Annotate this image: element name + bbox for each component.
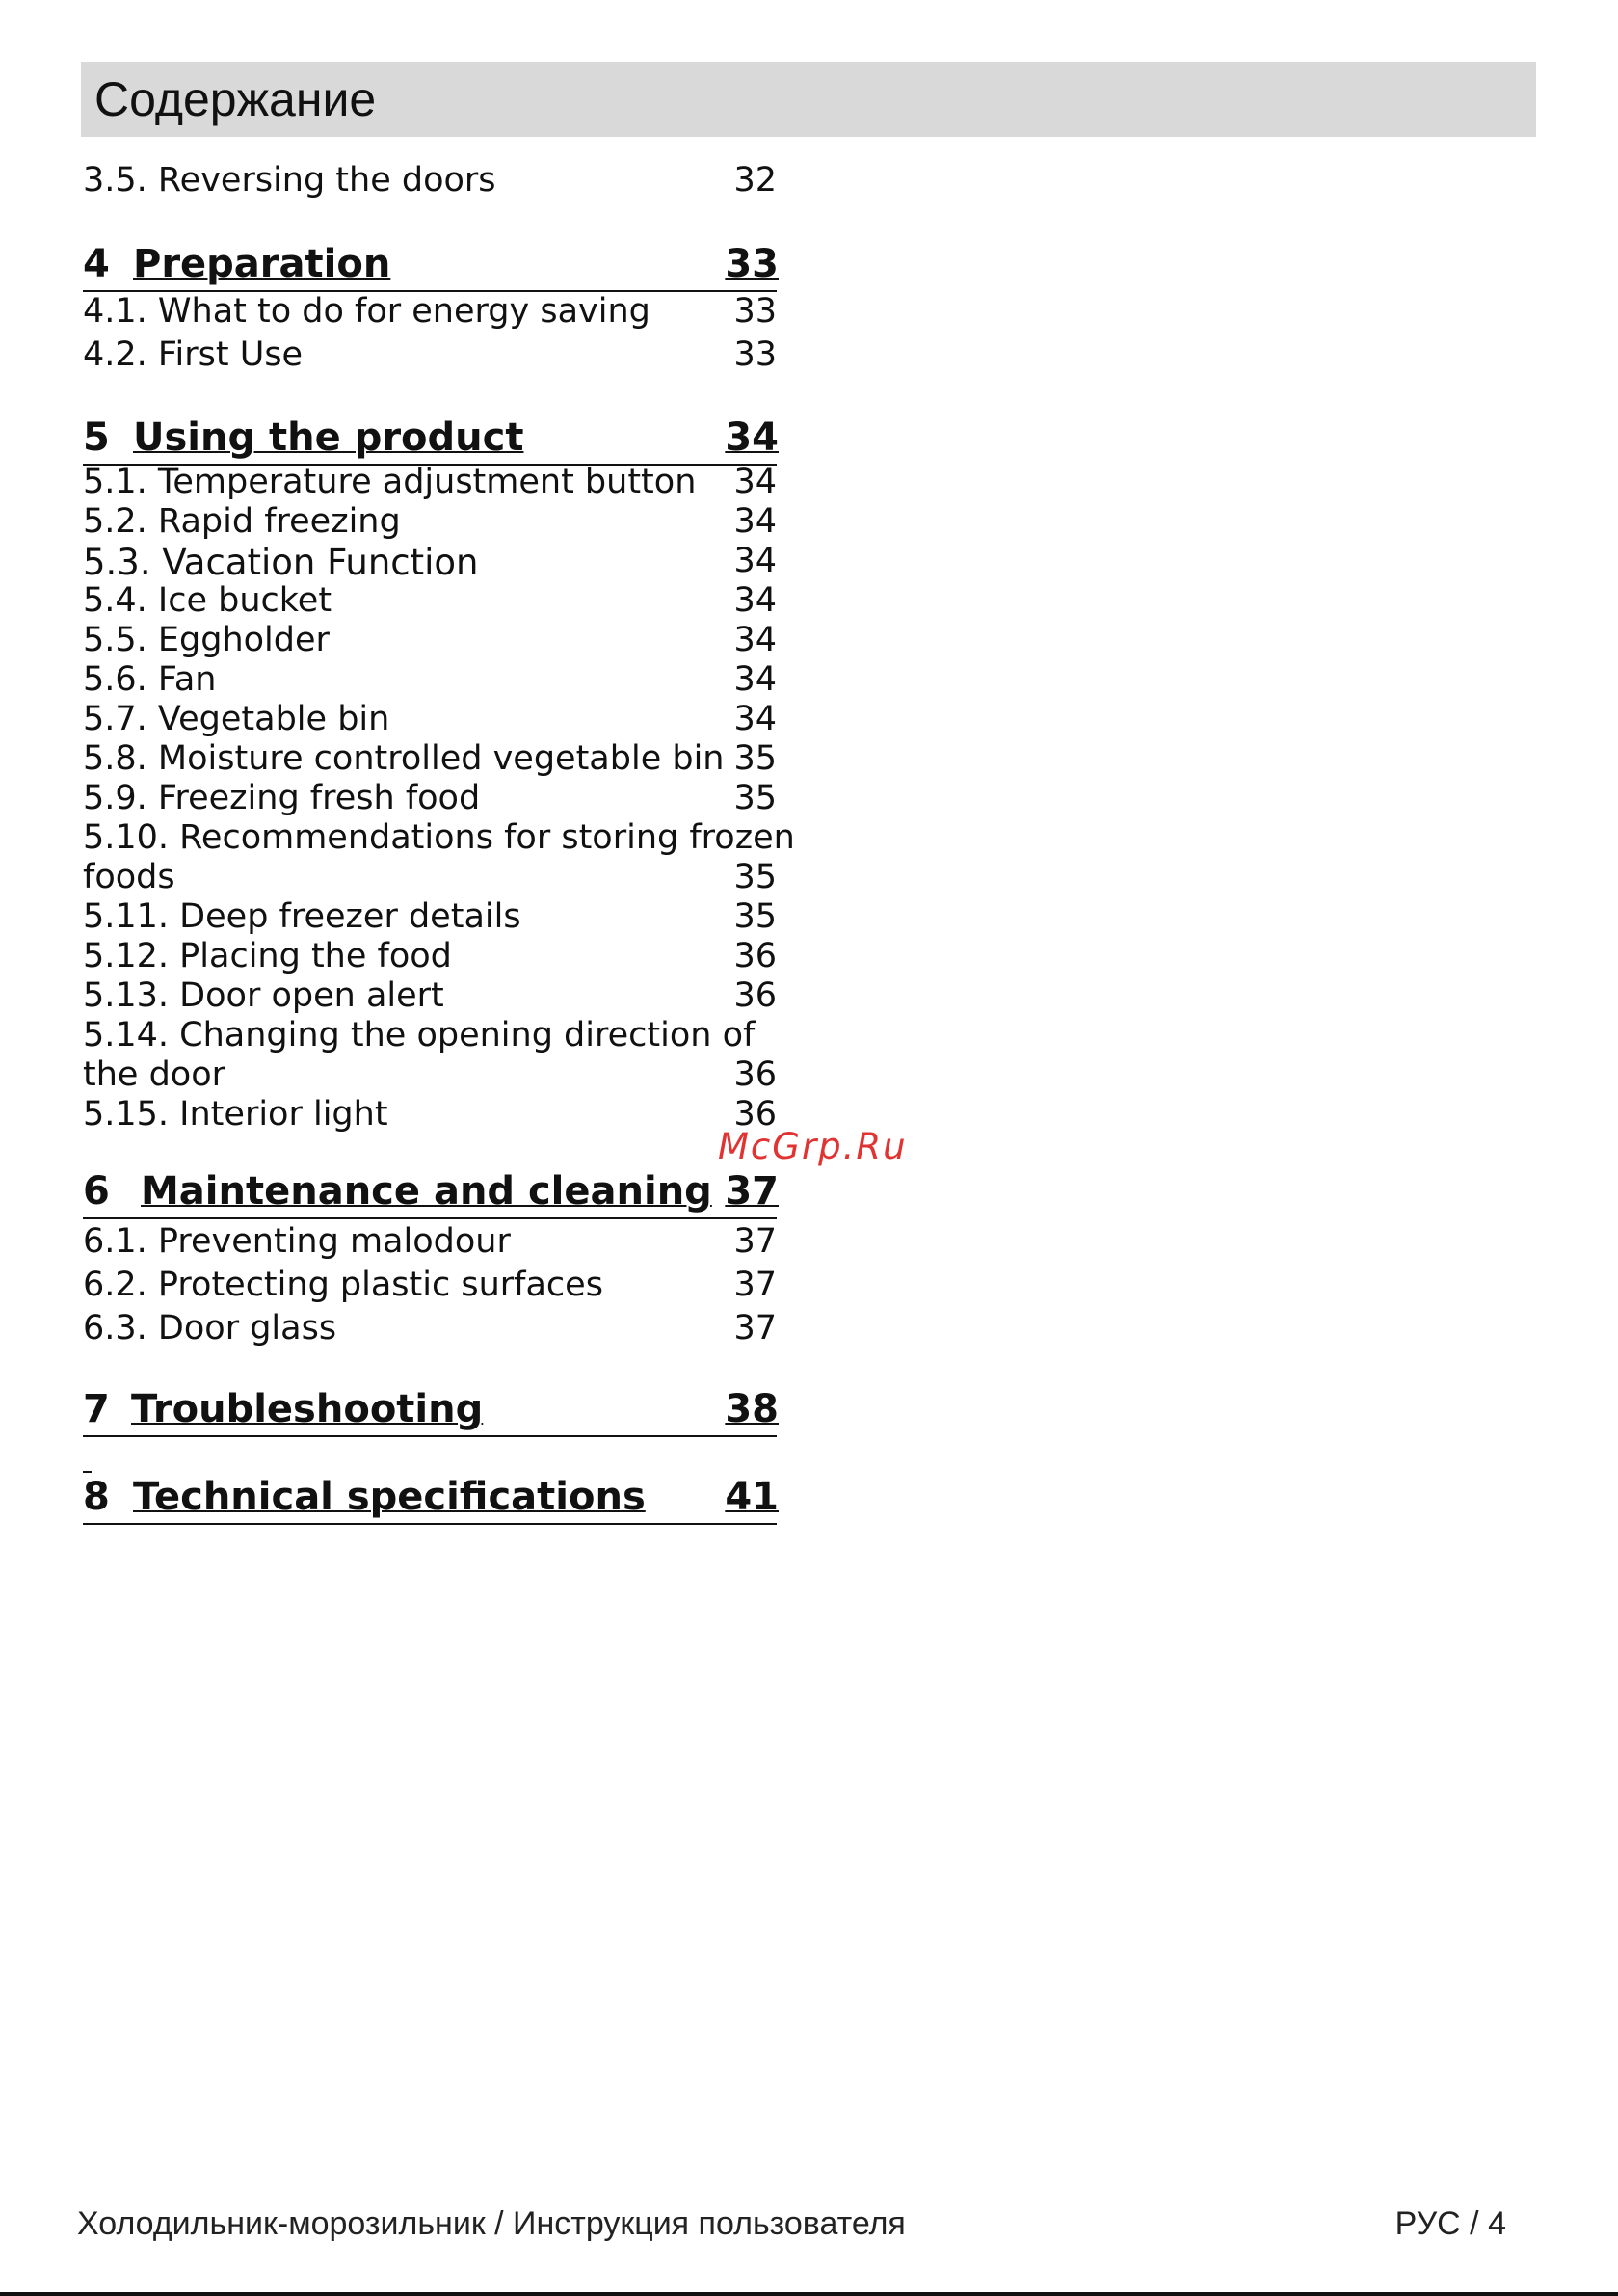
toc-entry-page: 36 xyxy=(733,937,777,975)
toc-section-number: 7 xyxy=(83,1387,110,1431)
toc-entry-page: 34 xyxy=(733,660,777,699)
toc-section-page: 34 xyxy=(725,415,779,460)
toc-entry-page: 34 xyxy=(733,621,777,659)
footer-page-number: РУС / 4 xyxy=(1394,2205,1506,2242)
toc-entry-title: 5.15. Interior light xyxy=(83,1095,388,1134)
toc-entry-title: 5.5. Eggholder xyxy=(83,621,330,659)
toc-entry-page: 33 xyxy=(733,335,777,374)
toc-section-8[interactable] xyxy=(83,1475,777,1525)
toc-entry-page: 35 xyxy=(733,779,777,817)
toc-entry-page: 34 xyxy=(733,700,777,738)
toc-section-title: Technical specifications xyxy=(133,1475,646,1519)
toc-section-title: Using the product xyxy=(133,415,524,460)
toc-entry-title: 5.14. Changing the opening direction of xyxy=(83,1016,756,1055)
toc-entry-title-continued: the door xyxy=(83,1055,225,1094)
contents-title: Содержание xyxy=(94,72,377,126)
toc-entry-page: 36 xyxy=(733,1055,777,1094)
toc-entry-page: 34 xyxy=(733,542,777,580)
toc-entry-title: 6.2. Protecting plastic surfaces xyxy=(83,1266,603,1304)
toc-section-6[interactable] xyxy=(83,1169,777,1219)
toc-section-page: 37 xyxy=(725,1169,779,1214)
toc-entry-page: 35 xyxy=(733,858,777,896)
toc-entry-page: 36 xyxy=(733,1095,777,1134)
toc-entry-title: 6.1. Preventing malodour xyxy=(83,1222,511,1261)
watermark-text: McGrp.Ru xyxy=(718,1126,908,1167)
toc-section-5[interactable] xyxy=(83,415,777,466)
toc-entry-title: 5.4. Ice bucket xyxy=(83,581,332,620)
toc-entry-title: 6.3. Door glass xyxy=(83,1309,337,1348)
toc-entry-title: 3.5. Reversing the doors xyxy=(83,161,496,200)
footer-divider xyxy=(0,2292,1618,2296)
footer-document-title: Холодильник-морозильник / Инструкция пользователя xyxy=(77,2205,906,2242)
toc-section-page: 38 xyxy=(725,1387,779,1431)
toc-entry-title: 5.7. Vegetable bin xyxy=(83,700,390,738)
toc-entry-page: 34 xyxy=(733,502,777,541)
toc-entry-page: 37 xyxy=(733,1222,777,1261)
toc-entry-title: 5.13. Door open alert xyxy=(83,976,444,1015)
toc-section-page: 41 xyxy=(725,1475,779,1519)
toc-entry-title: 5.6. Fan xyxy=(83,660,217,699)
toc-entry-title: 5.1. Temperature adjustment button xyxy=(83,463,697,501)
toc-entry-page: 33 xyxy=(733,292,777,331)
toc-section-title: Maintenance and cleaning xyxy=(141,1169,712,1214)
toc-section-title: Troubleshooting xyxy=(131,1387,484,1431)
toc-entry-page: 32 xyxy=(733,161,777,200)
toc-entry-title: 5.11. Deep freezer details xyxy=(83,897,521,936)
toc-entry-title: 5.10. Recommendations for storing frozen xyxy=(83,818,795,857)
toc-entry-title: 4.1. What to do for energy saving xyxy=(83,292,650,331)
toc-entry-title: 5.3. Vacation Function xyxy=(83,542,479,583)
toc-section-number: 6 xyxy=(83,1169,110,1214)
stray-dash-mark xyxy=(83,1471,92,1473)
toc-entry-title-continued: foods xyxy=(83,858,175,896)
toc-section-title: Preparation xyxy=(133,242,391,286)
toc-entry-title: 5.8. Moisture controlled vegetable bin xyxy=(83,739,725,778)
toc-section-4[interactable] xyxy=(83,242,777,292)
toc-section-page: 33 xyxy=(725,242,779,286)
toc-entry-page: 37 xyxy=(733,1266,777,1304)
toc-entry-page: 35 xyxy=(733,897,777,936)
toc-entry-title: 5.12. Placing the food xyxy=(83,937,452,975)
toc-entry-page: 34 xyxy=(733,581,777,620)
toc-entry-page: 37 xyxy=(733,1309,777,1348)
toc-entry-title: 4.2. First Use xyxy=(83,335,304,374)
table-of-contents xyxy=(83,0,795,1639)
toc-entry-page: 35 xyxy=(733,739,777,778)
toc-section-7[interactable] xyxy=(83,1387,777,1437)
toc-entry-title: 5.2. Rapid freezing xyxy=(83,502,401,541)
toc-section-number: 4 xyxy=(83,242,110,286)
toc-entry-page: 36 xyxy=(733,976,777,1015)
toc-section-number: 5 xyxy=(83,415,110,460)
toc-section-number: 8 xyxy=(83,1475,110,1519)
toc-entry-title: 5.9. Freezing fresh food xyxy=(83,779,481,817)
toc-entry-page: 34 xyxy=(733,463,777,501)
